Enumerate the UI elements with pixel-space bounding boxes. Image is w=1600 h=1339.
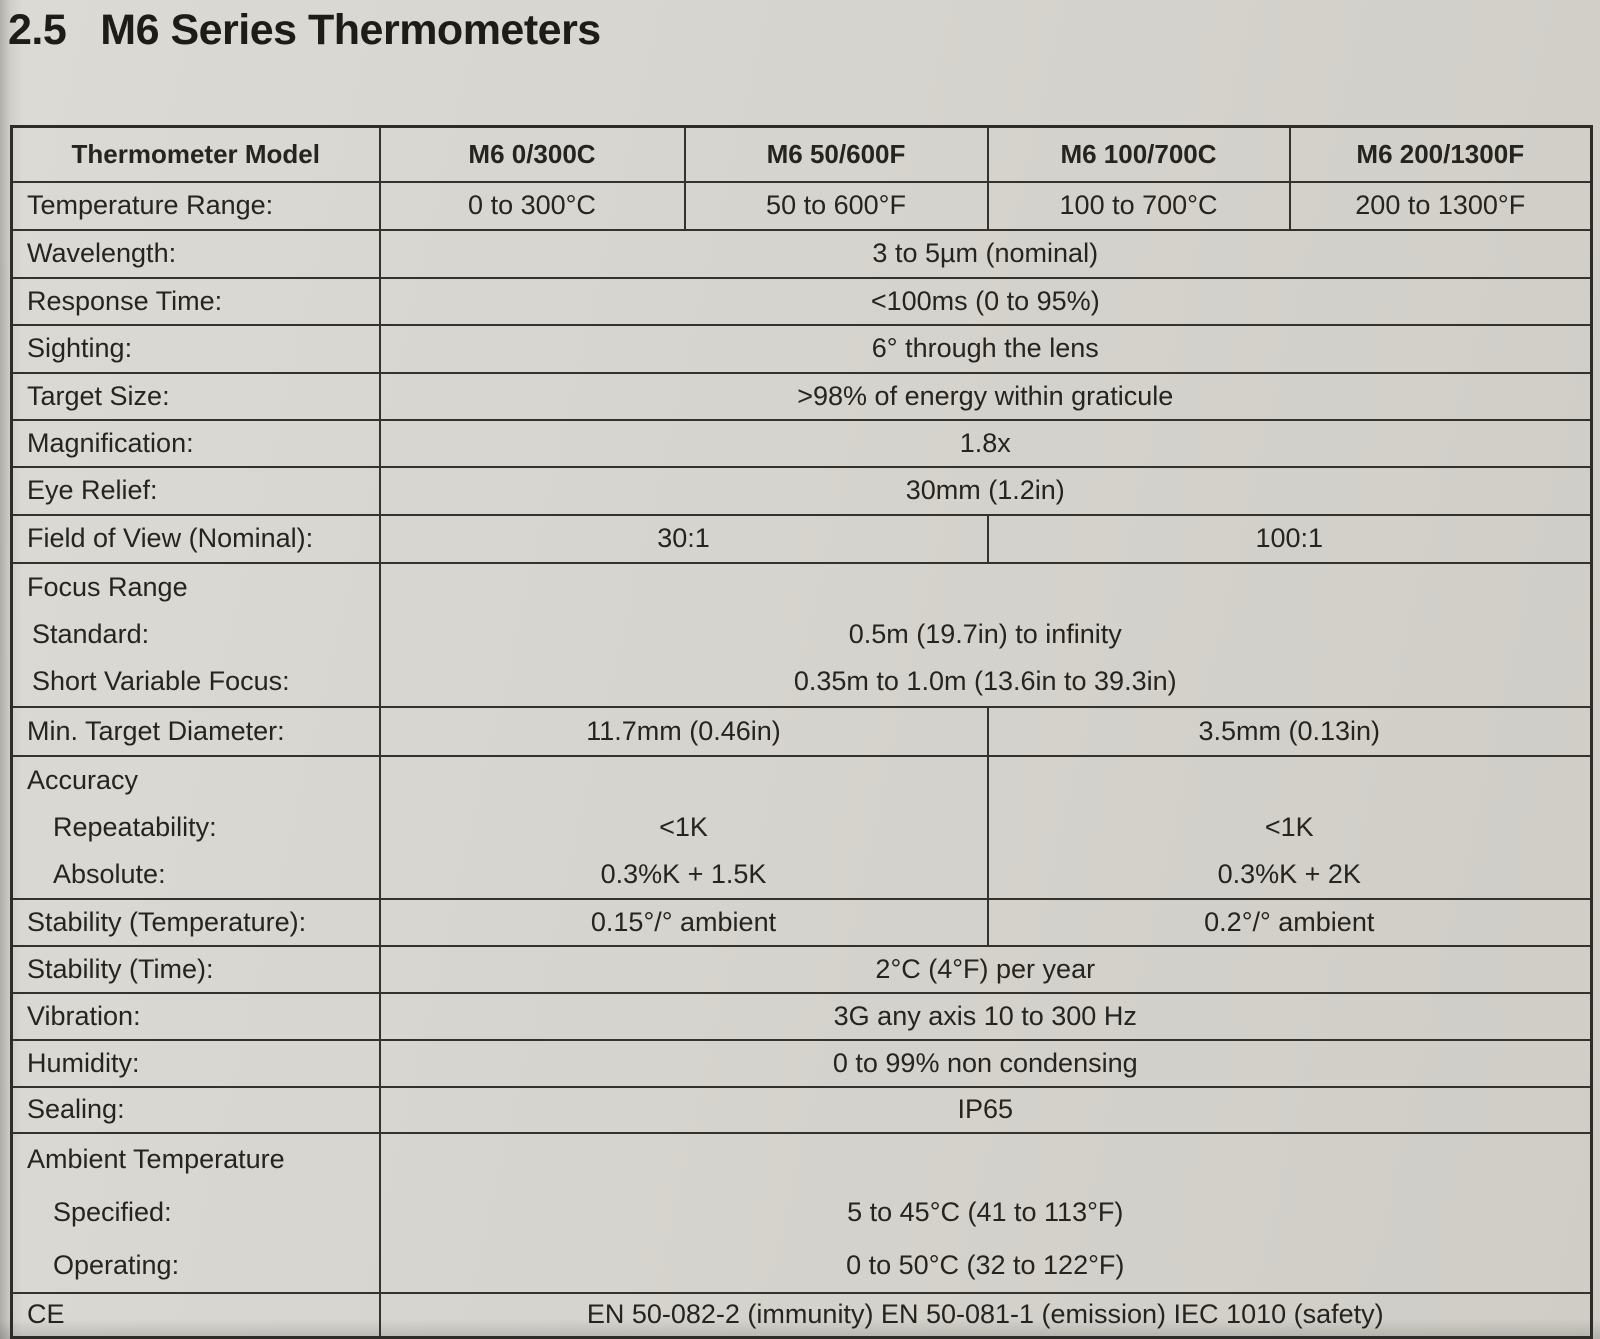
row-label: Sealing: <box>12 1087 380 1133</box>
repeatability-left-value: <1K <box>659 811 708 842</box>
min-target-left-value: 11.7mm (0.46in) <box>380 707 988 756</box>
table-row-stability-time <box>12 946 1592 993</box>
temp-range-4: 200 to 1300°F <box>1290 182 1592 230</box>
focus-standard-label: Standard: <box>32 618 150 649</box>
row-label: Field of View (Nominal): <box>12 515 380 563</box>
accuracy-title: Accuracy <box>27 764 139 795</box>
row-label: Temperature Range: <box>12 182 380 230</box>
stability-temp-right-value: 0.2°/° ambient <box>988 899 1592 946</box>
min-target-right-value: 3.5mm (0.13in) <box>988 707 1592 756</box>
ambient-values <box>380 1133 1592 1293</box>
absolute-left-value: 0.3%K + 1.5K <box>600 858 767 889</box>
spacer-line <box>391 564 1581 611</box>
accuracy-right-values <box>988 756 1592 899</box>
row-label: Target Size: <box>12 373 380 420</box>
temp-range-3: 100 to 700°C <box>988 182 1290 230</box>
table-row-sighting <box>12 325 1592 373</box>
section-title: M6 Series Thermometers <box>100 6 601 54</box>
table-row-humidity <box>12 1040 1592 1087</box>
row-label <box>12 1133 380 1293</box>
temp-range-2: 50 to 600°F <box>685 182 988 230</box>
repeatability-label: Repeatability: <box>53 811 217 842</box>
table-row-ce <box>12 1293 1592 1338</box>
operating-label: Operating: <box>53 1249 180 1280</box>
header-model-4: M6 200/1300F <box>1290 127 1592 182</box>
absolute-right-value: 0.3%K + 2K <box>1217 858 1361 889</box>
row-value: 30mm (1.2in) <box>380 467 1592 515</box>
focus-range-title: Focus Range <box>27 571 188 602</box>
specified-label: Specified: <box>53 1197 172 1227</box>
row-value: 3G any axis 10 to 300 Hz <box>380 993 1592 1040</box>
row-label: Sighting: <box>12 325 380 373</box>
row-label: CE <box>12 1293 380 1338</box>
row-label: Vibration: <box>12 993 380 1040</box>
ce-value: EN 50-082-2 (immunity) EN 50-081-1 (emission) IEC 1010 (safety) <box>380 1293 1592 1338</box>
row-label: Min. Target Diameter: <box>12 707 380 756</box>
row-label: Wavelength: <box>12 230 380 278</box>
focus-short-value: 0.35m to 1.0m (13.6in to 39.3in) <box>793 666 1177 697</box>
repeatability-right-value: <1K <box>1264 811 1314 842</box>
header-model-label: Thermometer Model <box>12 127 380 182</box>
table-row-wavelength <box>12 230 1592 278</box>
row-value: <100ms (0 to 95%) <box>380 278 1592 325</box>
row-value: 0 to 99% non condensing <box>380 1040 1592 1087</box>
focus-standard-value: 0.5m (19.7in) to infinity <box>848 618 1122 649</box>
table-row-field-of-view <box>12 515 1592 563</box>
table-row-min-target-diameter <box>12 707 1592 756</box>
table-row-response-time <box>12 278 1592 325</box>
section-number: 2.5 <box>8 6 67 54</box>
table-row-target-size <box>12 373 1592 420</box>
row-label: Stability (Time): <box>12 946 380 993</box>
row-label <box>12 756 380 899</box>
table-row-stability-temperature <box>12 899 1592 946</box>
table-row-eye-relief <box>12 467 1592 515</box>
row-label: Magnification: <box>12 420 380 467</box>
spacer-line <box>391 757 977 804</box>
table-row-header <box>12 127 1592 182</box>
focus-short-label: Short Variable Focus: <box>32 666 290 697</box>
page-title <box>8 6 601 55</box>
header-model-1: M6 0/300C <box>380 127 685 182</box>
fov-right-value: 100:1 <box>988 515 1592 563</box>
table-row-vibration <box>12 993 1592 1040</box>
operating-value: 0 to 50°C (32 to 122°F) <box>846 1249 1125 1280</box>
row-label: Eye Relief: <box>12 467 380 515</box>
absolute-label: Absolute: <box>53 858 166 889</box>
row-label: Response Time: <box>12 278 380 325</box>
row-label: Humidity: <box>12 1040 380 1087</box>
header-model-2: M6 50/600F <box>685 127 988 182</box>
spacer-line <box>391 1134 1581 1187</box>
accuracy-left-values <box>380 756 988 899</box>
row-label <box>12 563 380 707</box>
table-row-sealing <box>12 1087 1592 1133</box>
table-row-focus-range <box>12 563 1592 707</box>
row-label: Stability (Temperature): <box>12 899 380 946</box>
row-value: >98% of energy within graticule <box>380 373 1592 420</box>
temp-range-1: 0 to 300°C <box>380 182 685 230</box>
row-value: 2°C (4°F) per year <box>380 946 1592 993</box>
table-row-ambient-temperature <box>12 1133 1592 1293</box>
header-model-3: M6 100/700C <box>988 127 1290 182</box>
spec-table <box>10 125 1593 1339</box>
table-row-temperature-range <box>12 182 1592 230</box>
row-value: IP65 <box>380 1087 1592 1133</box>
table-row-accuracy <box>12 756 1592 899</box>
fov-left-value: 30:1 <box>380 515 988 563</box>
table-row-magnification <box>12 420 1592 467</box>
stability-temp-left-value: 0.15°/° ambient <box>380 899 988 946</box>
ambient-title: Ambient Temperature <box>27 1144 285 1175</box>
row-value: 3 to 5µm (nominal) <box>380 230 1592 278</box>
row-value: 1.8x <box>380 420 1592 467</box>
specified-value: 5 to 45°C (41 to 113°F) <box>847 1197 1124 1227</box>
row-value: 6° through the lens <box>380 325 1592 373</box>
spacer-line <box>999 757 1581 804</box>
focus-range-values <box>380 563 1592 707</box>
